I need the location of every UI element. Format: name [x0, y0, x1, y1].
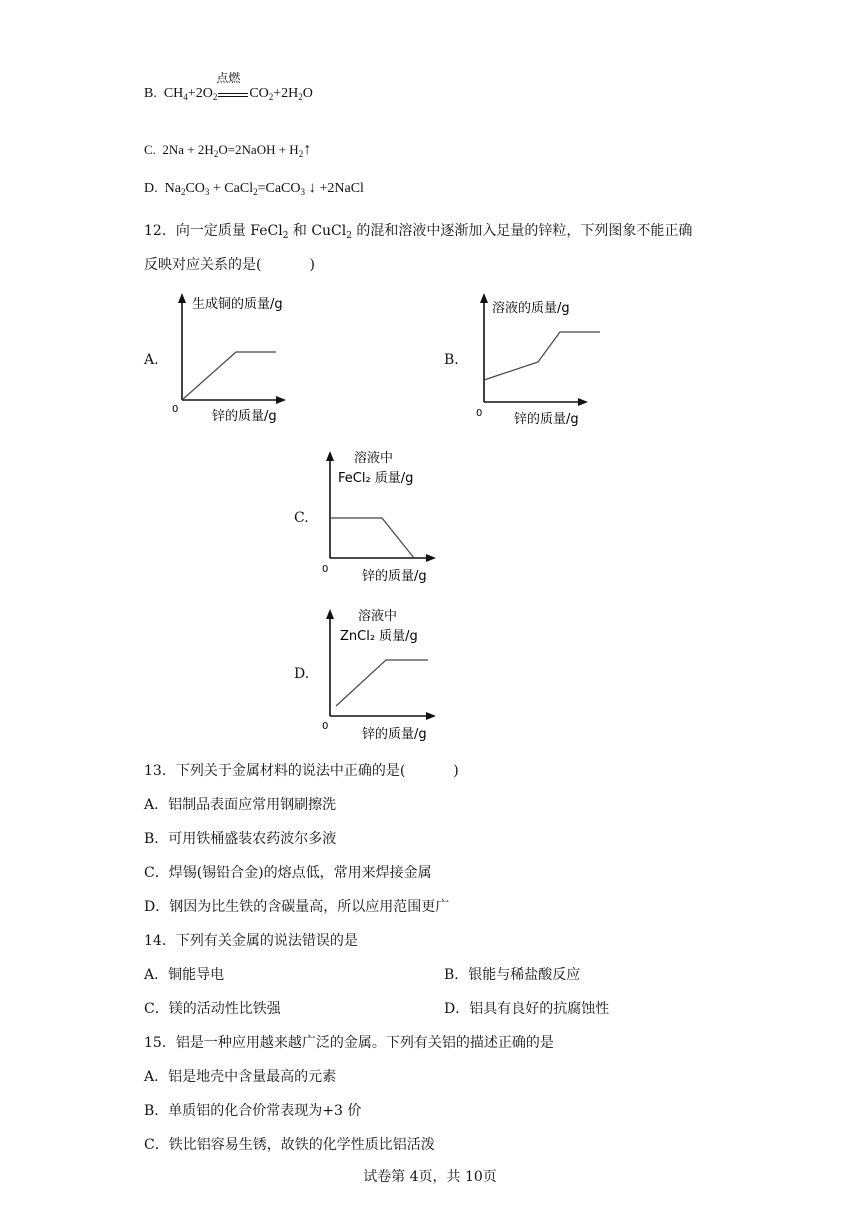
q15-option-b: B．单质铝的化合价常表现为+3 价	[144, 1103, 362, 1119]
q15-option-a: A．铝是地壳中含量最高的元素	[144, 1069, 337, 1085]
chart-d-origin: 0	[322, 721, 329, 732]
chart-b-x-arrow	[578, 398, 588, 406]
chart-d-ylabel2: ZnCl₂ 质量/g	[340, 629, 418, 644]
chart-c-x-arrow	[426, 554, 436, 562]
reaction-condition: 点燃	[218, 87, 248, 97]
chart-c-curve	[330, 518, 414, 558]
q15-stem: 15．铝是一种应用越来越广泛的金属。下列有关铝的描述正确的是	[144, 1035, 554, 1051]
chart-b-xlabel: 锌的质量/g	[514, 412, 579, 427]
chart-a-curve	[182, 352, 276, 400]
q12-stem-line2: 反映对应关系的是( )	[144, 257, 315, 273]
chart-a-label: A.	[144, 352, 159, 368]
chart-d-xlabel: 锌的质量/g	[362, 727, 427, 742]
chart-b	[470, 290, 610, 430]
chart-d-curve	[336, 660, 428, 706]
chart-a-y-arrow	[178, 293, 186, 303]
chart-a-ylabel: 生成铜的质量/g	[192, 297, 283, 312]
q13-option-d: D．钢因为比生铁的含碳量高，所以应用范围更广	[144, 899, 450, 915]
chart-d-y-arrow	[326, 609, 334, 619]
q14-option-d: D．铝具有良好的抗腐蚀性	[444, 1001, 610, 1017]
q11-option-c: C. $2Na + 2H_2O=2NaOH$ + $H_2↑$	[144, 141, 312, 159]
chart-c-ylabel2: FeCl₂ 质量/g	[338, 471, 414, 486]
q15-option-c: C．铁比铝容易生锈，故铁的化学性质比铝活泼	[144, 1137, 435, 1153]
q14-option-c: C．镁的活动性比铁强	[144, 1001, 281, 1017]
q11-option-b: B. $CH_4+2O_2$ 点燃 $CO_2+2H_2O$	[144, 71, 313, 102]
q11-option-d: D. $Na_2CO_3$ + CaCl$_2$=CaCO$_3$ ↓ +2NaCl	[144, 180, 364, 197]
chart-b-y-arrow	[480, 293, 488, 303]
q14-stem: 14．下列有关金属的说法错误的是	[144, 933, 358, 949]
chart-d-label: D.	[294, 666, 310, 682]
q13-option-c: C．焊锡(锡铅合金)的熔点低，常用来焊接金属	[144, 865, 432, 881]
chart-c-ylabel1: 溶液中	[354, 451, 394, 466]
chart-b-origin: 0	[476, 408, 483, 419]
chart-c-y-arrow	[326, 451, 334, 461]
chart-a-x-arrow	[276, 396, 286, 404]
chart-b-curve	[484, 332, 600, 380]
chart-d	[316, 602, 456, 746]
chart-d-x-arrow	[426, 712, 436, 720]
chart-d-ylabel1: 溶液中	[358, 609, 398, 624]
chart-c-label: C.	[294, 510, 309, 526]
chart-a-xlabel: 锌的质量/g	[212, 409, 277, 424]
q13-option-b: B．可用铁桶盛装农药波尔多液	[144, 831, 337, 847]
page-footer: 试卷第 4页，共 10页	[363, 1169, 497, 1185]
q14-option-a: A．铜能导电	[144, 967, 225, 983]
chart-a-origin: 0	[172, 404, 179, 415]
chart-c	[316, 446, 456, 588]
chart-b-label: B.	[444, 352, 459, 368]
q14-option-b: B．银能与稀盐酸反应	[444, 967, 581, 983]
chart-c-xlabel: 锌的质量/g	[362, 569, 427, 584]
chart-c-origin: 0	[322, 564, 329, 575]
chart-b-ylabel: 溶液的质量/g	[492, 301, 570, 316]
q12-stem-line1: 12．向一定质量 FeCl$_2$ 和 CuCl$_2$ 的混和溶液中逐渐加入足量的锌粒，下列图象不能正确	[144, 223, 693, 241]
q13-stem: 13．下列关于金属材料的说法中正确的是( )	[144, 763, 459, 779]
chart-a	[168, 290, 308, 430]
q13-option-a: A．铝制品表面应常用钢刷擦洗	[144, 797, 337, 813]
